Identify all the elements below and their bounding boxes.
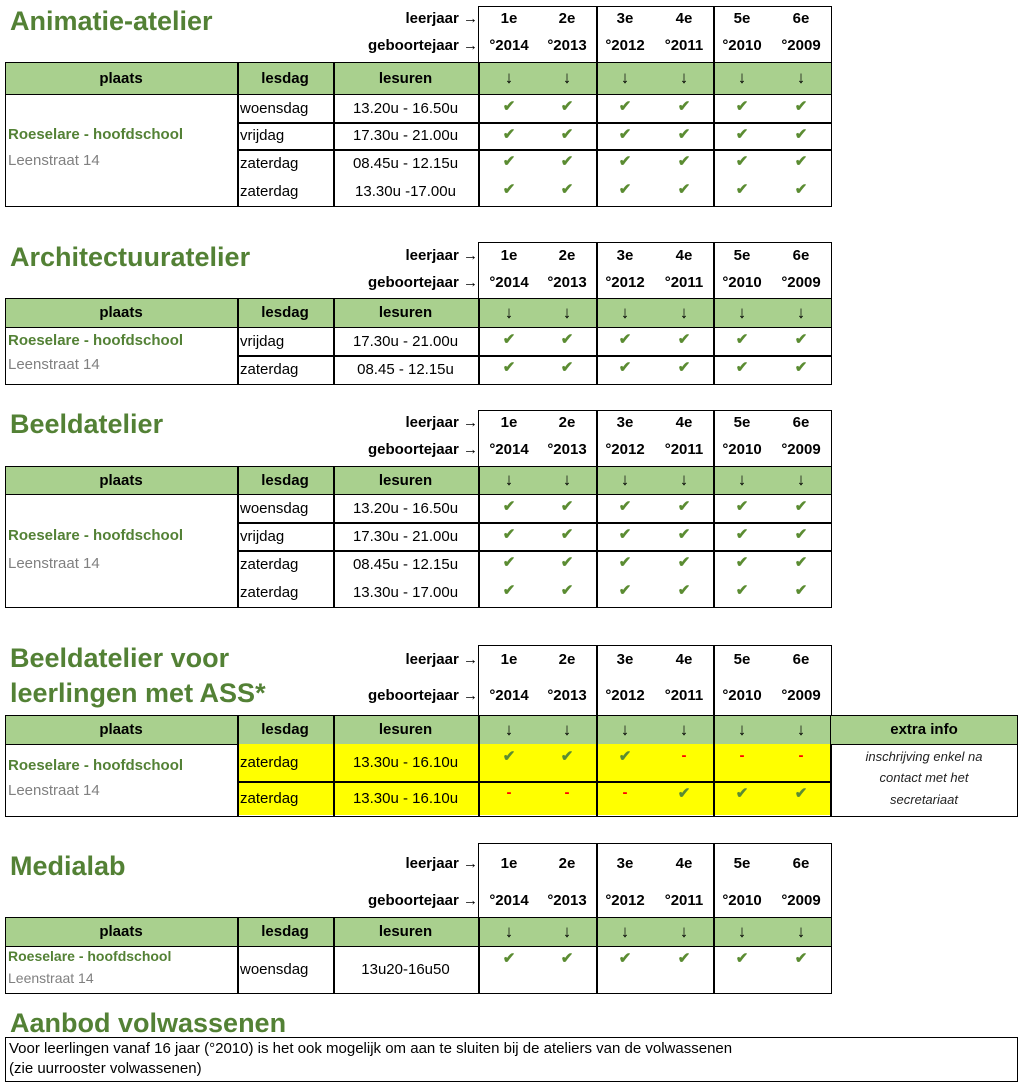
- birth-year-label: °2011: [664, 687, 704, 704]
- check-icon: ✔: [618, 359, 632, 376]
- down-arrow-icon: ↓: [796, 719, 806, 739]
- lesdag-cell: woensdag: [240, 960, 309, 978]
- down-arrow-icon: ↓: [796, 302, 806, 322]
- adults-info-box: [5, 1037, 1018, 1082]
- check-icon: ✔: [560, 359, 574, 376]
- geboortejaar-label: geboortejaar →: [367, 274, 478, 291]
- check-icon: ✔: [735, 126, 749, 143]
- check-icon: ✔: [560, 181, 574, 198]
- check-icon: ✔: [502, 181, 516, 198]
- section-title: Animatie-atelier: [10, 6, 213, 36]
- check-icon: ✔: [502, 582, 516, 599]
- row-divider: [237, 122, 832, 124]
- place-address: Leenstraat 14: [8, 152, 100, 169]
- check-icon: ✔: [794, 554, 808, 571]
- school-year-label: 6e: [792, 10, 810, 27]
- column-divider: [713, 946, 715, 993]
- check-icon: ✔: [677, 582, 691, 599]
- header-lesdag: lesdag: [261, 923, 309, 940]
- check-icon: ✔: [618, 153, 632, 170]
- school-year-label: 3e: [616, 414, 634, 431]
- school-year-label: 6e: [792, 414, 810, 431]
- lesuren-cell: 13.20u - 16.50u: [352, 99, 459, 117]
- check-icon: ✔: [618, 498, 632, 515]
- check-icon: ✔: [560, 331, 574, 348]
- check-icon: ✔: [677, 526, 691, 543]
- lesuren-cell: 08.45 - 12.15u: [357, 360, 454, 378]
- check-icon: ✔: [794, 526, 808, 543]
- check-icon: ✔: [618, 331, 632, 348]
- lesdag-cell: zaterdag: [240, 789, 299, 807]
- column-divider: [596, 946, 598, 993]
- check-icon: ✔: [794, 126, 808, 143]
- check-icon: ✔: [735, 498, 749, 515]
- down-arrow-icon: ↓: [620, 302, 630, 322]
- header-lesdag: lesdag: [261, 721, 309, 738]
- down-arrow-icon: ↓: [679, 719, 689, 739]
- down-arrow-icon: ↓: [620, 921, 630, 941]
- leerjaar-label: leerjaar →: [405, 414, 478, 431]
- birth-year-label: °2011: [664, 892, 704, 909]
- leerjaar-label: leerjaar →: [405, 651, 478, 668]
- header-lesdag: lesdag: [261, 304, 309, 321]
- section-title: Architectuuratelier: [10, 242, 251, 272]
- row-divider: [237, 149, 832, 151]
- school-year-label: 5e: [733, 855, 751, 872]
- check-icon: ✔: [502, 498, 516, 515]
- place-address: Leenstraat 14: [8, 555, 100, 572]
- check-icon: ✔: [677, 950, 691, 967]
- column-divider: [478, 946, 480, 993]
- column-divider: [333, 946, 335, 993]
- check-icon: ✔: [618, 582, 632, 599]
- lesuren-cell: 13.30u - 16.10u: [352, 789, 459, 807]
- birth-year-label: °2009: [781, 274, 821, 291]
- dash-icon: -: [739, 747, 745, 764]
- down-arrow-icon: ↓: [679, 302, 689, 322]
- check-icon: ✔: [502, 526, 516, 543]
- school-year-label: 4e: [675, 414, 693, 431]
- school-year-label: 5e: [733, 414, 751, 431]
- school-year-label: 5e: [733, 651, 751, 668]
- check-icon: ✔: [502, 98, 516, 115]
- down-arrow-icon: ↓: [620, 470, 630, 489]
- check-icon: ✔: [677, 785, 691, 802]
- check-icon: ✔: [677, 554, 691, 571]
- header-plaats: plaats: [99, 304, 143, 321]
- lesuren-cell: 13.30u - 17.00u: [352, 583, 459, 601]
- down-arrow-icon: ↓: [620, 719, 630, 739]
- birth-year-label: °2012: [605, 441, 645, 458]
- school-year-label: 5e: [733, 247, 751, 264]
- lesdag-cell: zaterdag: [240, 182, 299, 200]
- lesdag-cell: vrijdag: [240, 332, 285, 350]
- extra-info-line-3: secretariaat: [890, 792, 958, 807]
- leerjaar-label: leerjaar →: [405, 247, 478, 264]
- down-arrow-icon: ↓: [562, 921, 572, 941]
- school-year-label: 2e: [558, 855, 576, 872]
- school-year-label: 4e: [675, 247, 693, 264]
- school-year-label: 1e: [500, 247, 518, 264]
- column-divider: [333, 744, 335, 816]
- birth-year-label: °2011: [664, 37, 704, 54]
- birth-year-label: °2012: [605, 892, 645, 909]
- check-icon: ✔: [735, 554, 749, 571]
- place-address: Leenstraat 14: [8, 356, 100, 373]
- check-icon: ✔: [560, 98, 574, 115]
- row-divider: [237, 550, 832, 552]
- school-year-label: 2e: [558, 414, 576, 431]
- school-year-label: 1e: [500, 651, 518, 668]
- lesdag-cell: zaterdag: [240, 583, 299, 601]
- lesuren-cell: 17.30u - 21.00u: [352, 527, 459, 545]
- down-arrow-icon: ↓: [796, 921, 806, 941]
- check-icon: ✔: [560, 748, 574, 765]
- header-plaats: plaats: [99, 923, 143, 940]
- check-icon: ✔: [677, 331, 691, 348]
- check-icon: ✔: [560, 526, 574, 543]
- header-extra-info: extra info: [890, 721, 958, 738]
- check-icon: ✔: [677, 126, 691, 143]
- check-icon: ✔: [502, 153, 516, 170]
- leerjaar-label: leerjaar →: [405, 10, 478, 27]
- header-lesuren: lesuren: [378, 304, 433, 321]
- check-icon: ✔: [794, 331, 808, 348]
- birth-year-label: °2011: [664, 441, 704, 458]
- birth-year-label: °2012: [605, 687, 645, 704]
- geboortejaar-label: geboortejaar →: [367, 892, 478, 909]
- check-icon: ✔: [735, 331, 749, 348]
- down-arrow-icon: ↓: [679, 470, 689, 489]
- lesuren-cell: 08.45u - 12.15u: [352, 555, 459, 573]
- lesdag-cell: vrijdag: [240, 527, 285, 545]
- check-icon: ✔: [618, 950, 632, 967]
- lesdag-cell: woensdag: [240, 99, 309, 117]
- school-year-label: 3e: [616, 855, 634, 872]
- check-icon: ✔: [794, 785, 808, 802]
- check-icon: ✔: [735, 181, 749, 198]
- column-divider: [478, 744, 480, 816]
- down-arrow-icon: ↓: [796, 470, 806, 489]
- down-arrow-icon: ↓: [504, 719, 514, 739]
- down-arrow-icon: ↓: [737, 719, 747, 739]
- check-icon: ✔: [735, 785, 749, 802]
- down-arrow-icon: ↓: [504, 302, 514, 322]
- down-arrow-icon: ↓: [679, 921, 689, 941]
- school-year-label: 6e: [792, 247, 810, 264]
- birth-year-label: °2013: [547, 441, 587, 458]
- birth-year-label: °2014: [489, 274, 529, 291]
- birth-year-label: °2009: [781, 441, 821, 458]
- down-arrow-icon: ↓: [796, 68, 806, 87]
- check-icon: ✔: [735, 950, 749, 967]
- lesuren-cell: 17.30u - 21.00u: [352, 332, 459, 350]
- lesdag-cell: woensdag: [240, 499, 309, 517]
- down-arrow-icon: ↓: [620, 68, 630, 87]
- column-divider: [596, 744, 598, 816]
- check-icon: ✔: [560, 554, 574, 571]
- birth-year-label: °2009: [781, 687, 821, 704]
- check-icon: ✔: [560, 498, 574, 515]
- check-icon: ✔: [794, 950, 808, 967]
- place-name: Roeselare - hoofdschool: [8, 332, 184, 349]
- down-arrow-icon: ↓: [737, 68, 747, 87]
- down-arrow-icon: ↓: [504, 68, 514, 87]
- down-arrow-icon: ↓: [562, 470, 572, 489]
- row-divider: [237, 522, 832, 524]
- place-address: Leenstraat 14: [8, 782, 100, 799]
- dash-icon: -: [622, 784, 628, 801]
- school-year-label: 3e: [616, 247, 634, 264]
- header-lesuren: lesuren: [378, 721, 433, 738]
- lesuren-cell: 08.45u - 12.15u: [352, 154, 459, 172]
- school-year-label: 2e: [558, 10, 576, 27]
- row-divider: [237, 355, 832, 357]
- dash-icon: -: [798, 747, 804, 764]
- birth-year-label: °2010: [722, 37, 762, 54]
- school-year-label: 5e: [733, 10, 751, 27]
- lesuren-cell: 17.30u - 21.00u: [352, 127, 459, 144]
- check-icon: ✔: [735, 359, 749, 376]
- school-year-label: 6e: [792, 651, 810, 668]
- down-arrow-icon: ↓: [504, 470, 514, 489]
- check-icon: ✔: [677, 98, 691, 115]
- birth-year-label: °2013: [547, 687, 587, 704]
- check-icon: ✔: [618, 126, 632, 143]
- place-name: Roeselare - hoofdschool: [8, 126, 184, 143]
- check-icon: ✔: [502, 950, 516, 967]
- lesdag-cell: zaterdag: [240, 555, 299, 573]
- birth-year-label: °2009: [781, 892, 821, 909]
- header-plaats: plaats: [99, 721, 143, 738]
- school-year-label: 2e: [558, 651, 576, 668]
- down-arrow-icon: ↓: [562, 302, 572, 322]
- adults-title: Aanbod volwassenen: [10, 1008, 287, 1038]
- birth-year-label: °2012: [605, 37, 645, 54]
- school-year-label: 4e: [675, 855, 693, 872]
- dash-icon: -: [506, 784, 512, 801]
- header-plaats: plaats: [99, 471, 143, 489]
- check-icon: ✔: [677, 498, 691, 515]
- section-title-line-2: leerlingen met ASS*: [10, 678, 266, 708]
- check-icon: ✔: [618, 181, 632, 198]
- lesdag-cell: vrijdag: [240, 127, 285, 144]
- birth-year-label: °2013: [547, 37, 587, 54]
- extra-info-line-1: inschrijving enkel na: [865, 749, 983, 764]
- check-icon: ✔: [677, 153, 691, 170]
- check-icon: ✔: [560, 153, 574, 170]
- birth-year-label: °2014: [489, 892, 529, 909]
- extra-info-line-2: contact met het: [879, 770, 969, 785]
- check-icon: ✔: [618, 98, 632, 115]
- school-year-label: 6e: [792, 855, 810, 872]
- down-arrow-icon: ↓: [562, 68, 572, 87]
- birth-year-label: °2010: [722, 687, 762, 704]
- place-name: Roeselare - hoofdschool: [8, 948, 172, 964]
- school-year-label: 3e: [616, 10, 634, 27]
- check-icon: ✔: [502, 126, 516, 143]
- check-icon: ✔: [560, 126, 574, 143]
- birth-year-label: °2010: [722, 892, 762, 909]
- check-icon: ✔: [735, 153, 749, 170]
- header-lesuren: lesuren: [378, 923, 433, 940]
- school-year-label: 4e: [675, 651, 693, 668]
- check-icon: ✔: [794, 498, 808, 515]
- check-icon: ✔: [502, 359, 516, 376]
- column-divider: [713, 744, 715, 816]
- place-address: Leenstraat 14: [8, 970, 94, 986]
- birth-year-label: °2013: [547, 892, 587, 909]
- check-icon: ✔: [560, 582, 574, 599]
- down-arrow-icon: ↓: [737, 302, 747, 322]
- down-arrow-icon: ↓: [504, 921, 514, 941]
- birth-year-label: °2014: [489, 441, 529, 458]
- check-icon: ✔: [502, 331, 516, 348]
- lesuren-cell: 13.30u -17.00u: [355, 182, 456, 200]
- header-lesuren: lesuren: [378, 69, 433, 87]
- lesdag-cell: zaterdag: [240, 360, 299, 378]
- section-title: Beeldatelier: [10, 409, 164, 439]
- lesuren-cell: 13u20-16u50: [361, 960, 450, 978]
- geboortejaar-label: geboortejaar →: [367, 687, 478, 704]
- check-icon: ✔: [677, 359, 691, 376]
- check-icon: ✔: [735, 526, 749, 543]
- leerjaar-label: leerjaar →: [405, 855, 478, 872]
- check-icon: ✔: [560, 950, 574, 967]
- dash-icon: -: [564, 784, 570, 801]
- geboortejaar-label: geboortejaar →: [367, 37, 478, 54]
- adults-info-line-2: (zie uurrooster volwassenen): [9, 1060, 202, 1077]
- lesuren-cell: 13.30u - 16.10u: [352, 754, 459, 771]
- check-icon: ✔: [794, 582, 808, 599]
- place-name: Roeselare - hoofdschool: [8, 527, 184, 544]
- birth-year-label: °2009: [781, 37, 821, 54]
- place-name: Roeselare - hoofdschool: [8, 757, 184, 774]
- dash-icon: -: [681, 747, 687, 764]
- check-icon: ✔: [794, 98, 808, 115]
- column-divider: [237, 744, 239, 816]
- birth-year-label: °2010: [722, 441, 762, 458]
- header-plaats: plaats: [99, 69, 143, 87]
- down-arrow-icon: ↓: [737, 921, 747, 941]
- check-icon: ✔: [735, 98, 749, 115]
- section-title-line-1: Beeldatelier voor: [10, 643, 230, 673]
- check-icon: ✔: [794, 153, 808, 170]
- school-year-label: 2e: [558, 247, 576, 264]
- check-icon: ✔: [502, 554, 516, 571]
- check-icon: ✔: [794, 181, 808, 198]
- down-arrow-icon: ↓: [562, 719, 572, 739]
- lesdag-cell: zaterdag: [240, 154, 299, 172]
- school-year-label: 1e: [500, 414, 518, 431]
- section-title: Medialab: [10, 851, 126, 881]
- birth-year-label: °2014: [489, 37, 529, 54]
- check-icon: ✔: [618, 554, 632, 571]
- down-arrow-icon: ↓: [679, 68, 689, 87]
- header-lesdag: lesdag: [261, 69, 309, 87]
- school-year-label: 3e: [616, 651, 634, 668]
- geboortejaar-label: geboortejaar →: [367, 441, 478, 458]
- adults-info-line-1: Voor leerlingen vanaf 16 jaar (°2010) is het ook mogelijk om aan te sluiten bij de ateliers van de volwassenen: [9, 1040, 733, 1057]
- lesuren-cell: 13.20u - 16.50u: [352, 499, 459, 517]
- header-lesuren: lesuren: [378, 471, 433, 489]
- check-icon: ✔: [618, 526, 632, 543]
- birth-year-label: °2014: [489, 687, 529, 704]
- lesdag-cell: zaterdag: [240, 754, 299, 771]
- down-arrow-icon: ↓: [737, 470, 747, 489]
- check-icon: ✔: [677, 181, 691, 198]
- birth-year-label: °2011: [664, 274, 704, 291]
- school-year-label: 1e: [500, 855, 518, 872]
- birth-year-label: °2013: [547, 274, 587, 291]
- school-year-label: 4e: [675, 10, 693, 27]
- birth-year-label: °2010: [722, 274, 762, 291]
- row-divider: [237, 781, 832, 783]
- check-icon: ✔: [794, 359, 808, 376]
- column-divider: [237, 946, 239, 993]
- school-year-label: 1e: [500, 10, 518, 27]
- check-icon: ✔: [735, 582, 749, 599]
- header-lesdag: lesdag: [261, 471, 309, 489]
- check-icon: ✔: [618, 748, 632, 765]
- check-icon: ✔: [502, 748, 516, 765]
- birth-year-label: °2012: [605, 274, 645, 291]
